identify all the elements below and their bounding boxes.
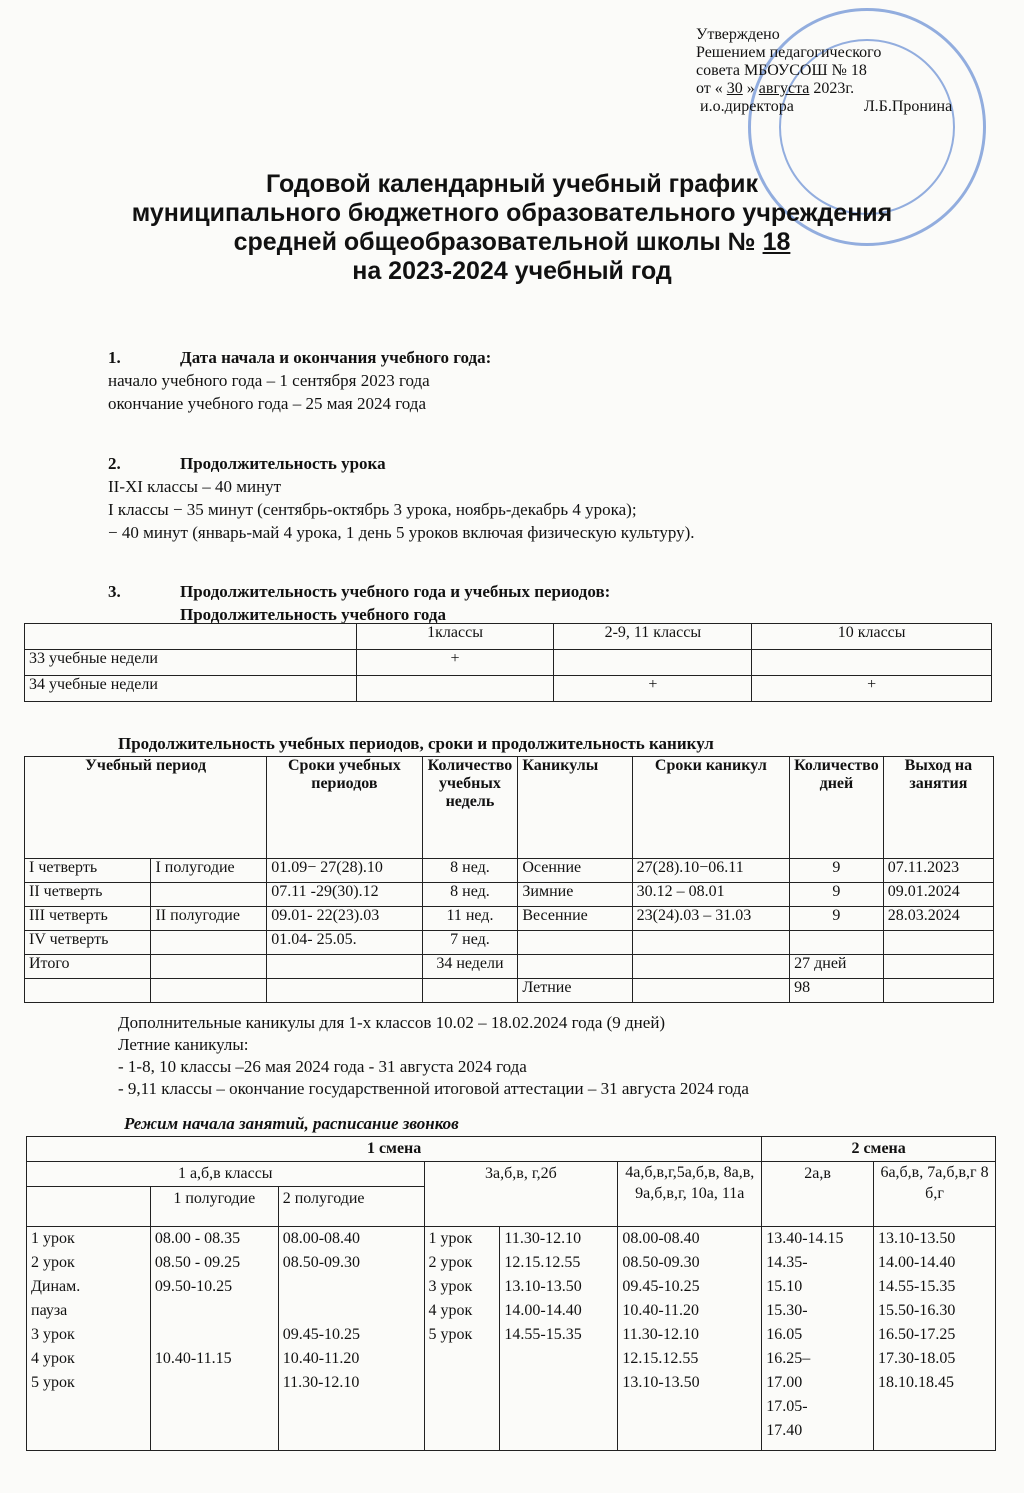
text-year_table-rows-1-0: 34 учебные недели <box>25 676 357 702</box>
text-s1-l1: начало учебного года – 1 сентября 2023 года <box>108 371 430 390</box>
text-periods-rows-4-6: 27 дней <box>790 955 884 979</box>
table-row <box>25 676 992 702</box>
text-bells-g4: 2а,в <box>762 1162 874 1227</box>
text-bells-h2-4: 09.45-10.25 <box>282 1326 361 1343</box>
text-bells-t5-5: 16.25– <box>766 1350 811 1367</box>
text-title-l2: муниципального бюджетного образовательного учреждения <box>131 199 893 227</box>
text-periods-h_days: Количество дней <box>790 757 884 859</box>
text-year_table-rows-1-2: + <box>554 676 752 702</box>
table-cell <box>27 1227 151 1451</box>
table-cell <box>762 1227 874 1451</box>
text-periods-rows-5-2 <box>267 979 422 1003</box>
text-bells-g5: 6а,б,в, 7а,б,в,г 8 б,г <box>874 1162 996 1227</box>
text-bells-g3: 4а,б,в,г,5а,б,в, 8а,в, 9а,б,в,г, 10а, 11а <box>618 1162 762 1227</box>
table-row <box>25 955 994 979</box>
text-title-l3_num: 18 <box>762 228 791 256</box>
text-bells-lessons1-0: 1 урок <box>31 1230 75 1247</box>
text-bells-lessons1-4: 3 урок <box>31 1326 75 1343</box>
text-bells-lessons3-4: 5 урок <box>428 1326 473 1343</box>
table-row <box>27 1137 996 1162</box>
text-bells-lessons3-3: 4 урок <box>428 1302 473 1319</box>
text-bells-h1-1: 08.50 - 09.25 <box>154 1254 241 1271</box>
text-title-l1: Годовой календарный учебный график <box>266 170 758 198</box>
text-bells-t5-3: 15.30- <box>766 1302 808 1319</box>
text-bells-t5-4: 16.05 <box>766 1326 803 1343</box>
text-bells-h2-1: 08.50-09.30 <box>282 1254 361 1271</box>
text-year_table-rows-0-1: + <box>356 650 554 676</box>
text-bells-t6-0: 13.10-13.50 <box>878 1230 956 1247</box>
text-title-l3_pre: средней общеобразовательной школы № <box>233 228 763 256</box>
text-bells-t3-2: 13.10-13.50 <box>504 1278 582 1295</box>
text-year_table-headers-0 <box>25 624 357 650</box>
table-row <box>25 859 994 883</box>
text-s1-num: 1. <box>108 348 121 367</box>
text-bells-shift1: 1 смена <box>27 1137 762 1162</box>
text-periods-rows-4-3: 34 недели <box>422 955 518 979</box>
table-cell <box>278 1227 424 1451</box>
text-periods-rows-4-5 <box>632 955 790 979</box>
text-periods-rows-2-2: 09.01- 22(23).03 <box>267 907 422 931</box>
table-row <box>25 757 994 859</box>
text-periods-rows-1-6: 9 <box>790 883 884 907</box>
approval-line-2: Решением педагогического <box>696 44 882 61</box>
text-bells-lessons1-3: пауза <box>31 1302 68 1319</box>
table-row <box>27 1162 996 1187</box>
text-periods-rows-2-5: 23(24).03 – 31.03 <box>632 907 790 931</box>
text-periods-rows-3-6 <box>790 931 884 955</box>
text-bells-h2-5: 10.40-11.20 <box>282 1350 360 1367</box>
text-bells-h1-0: 08.00 - 08.35 <box>154 1230 241 1247</box>
text-s3-num: 3. <box>108 582 121 601</box>
approval-line-5 <box>700 98 952 116</box>
text-s2-l3: − 40 минут (январь-май 4 урока, 1 день 5 уроков включая физическую культуру). <box>108 523 695 542</box>
text-periods-rows-3-7 <box>883 931 993 955</box>
text-periods-rows-3-3: 7 нед. <box>422 931 518 955</box>
text-approval-l4_day: 30 <box>726 80 743 97</box>
text-bells-t4-1: 08.50-09.30 <box>622 1254 700 1271</box>
table-row <box>25 624 992 650</box>
table-row <box>25 979 994 1003</box>
text-periods-rows-1-7: 09.01.2024 <box>883 883 993 907</box>
text-year_table-rows-0-0: 33 учебные недели <box>25 650 357 676</box>
text-periods-rows-4-7 <box>883 955 993 979</box>
text-bells-lessons3-1: 2 урок <box>428 1254 473 1271</box>
text-notes-l2: Летние каникулы: <box>118 1035 249 1054</box>
text-s2-head: Продолжительность урока <box>180 454 386 473</box>
text-bells-t5-8: 17.40 <box>766 1422 803 1439</box>
text-s1-head: Дата начала и окончания учебного года: <box>180 348 492 367</box>
table-cell <box>150 1227 278 1451</box>
text-periods-rows-3-4 <box>518 931 632 955</box>
text-bells-lessons3-0: 1 урок <box>428 1230 473 1247</box>
text-year_table-rows-0-2 <box>554 650 752 676</box>
text-periods-rows-4-2 <box>267 955 422 979</box>
table-cell <box>424 1227 500 1451</box>
text-periods-rows-1-2: 07.11 -29(30).12 <box>267 883 422 907</box>
text-periods-rows-2-7: 28.03.2024 <box>883 907 993 931</box>
text-bells-t5-0: 13.40-14.15 <box>766 1230 844 1247</box>
text-periods-rows-1-1 <box>151 883 267 907</box>
periods-table <box>24 756 994 1003</box>
text-periods-rows-3-2: 01.04- 25.05. <box>267 931 422 955</box>
table-cell <box>27 1187 151 1227</box>
text-bells-t5-6: 17.00 <box>766 1374 803 1391</box>
text-periods-rows-0-0: I четверть <box>25 859 151 883</box>
text-periods-rows-0-7: 07.11.2023 <box>883 859 993 883</box>
text-s3-sub: Продолжительность учебного года <box>180 605 446 624</box>
text-bells-t5-2: 15.10 <box>766 1278 803 1295</box>
section-3 <box>108 580 610 626</box>
text-periods-h_weeks: Количество учебных недель <box>422 757 518 859</box>
text-periods-rows-5-3 <box>422 979 518 1003</box>
text-bells-lessons1-5: 4 урок <box>31 1350 75 1367</box>
text-periods-rows-3-1 <box>151 931 267 955</box>
text-bells-g2: 3а,б,в, г,2б <box>424 1162 618 1227</box>
text-year_table-rows-1-3: + <box>752 676 992 702</box>
text-periods-rows-2-1: II полугодие <box>151 907 267 931</box>
bells-title: Режим начала занятий, расписание звонков <box>124 1114 459 1133</box>
table-row <box>25 650 992 676</box>
text-bells-t3-0: 11.30-12.10 <box>504 1230 582 1247</box>
text-year_table-rows-1-1 <box>356 676 554 702</box>
table-cell <box>500 1227 618 1451</box>
text-s1-l2: окончание учебного года – 25 мая 2024 года <box>108 394 426 413</box>
text-bells-t4-6: 13.10-13.50 <box>622 1374 700 1391</box>
text-periods-h_period: Учебный период <box>25 757 267 859</box>
table-cell <box>874 1227 996 1451</box>
text-periods-h_hol_terms: Сроки каникул <box>632 757 790 859</box>
text-periods-h_terms: Сроки учебных периодов <box>267 757 422 859</box>
approval-line-3: совета МБОУСОШ № 18 <box>696 62 867 79</box>
text-approval-l5_name: Л.Б.Пронина <box>863 98 953 115</box>
text-periods-rows-2-0: III четверть <box>25 907 151 931</box>
table-row <box>25 883 994 907</box>
periods-title: Продолжительность учебных периодов, сроки и продолжительность каникул <box>118 734 714 753</box>
text-periods-rows-1-5: 30.12 – 08.01 <box>632 883 790 907</box>
approval-line-1: Утверждено <box>696 26 780 43</box>
text-bells-t4-0: 08.00-08.40 <box>622 1230 700 1247</box>
text-periods-rows-0-6: 9 <box>790 859 884 883</box>
text-bells-shift2: 2 смена <box>762 1137 996 1162</box>
text-periods-rows-5-4: Летние <box>518 979 632 1003</box>
text-s2-l1: II-XI классы – 40 минут <box>108 477 282 496</box>
text-approval-l4_mid: » <box>742 80 759 97</box>
table-row <box>25 931 994 955</box>
section-2 <box>108 452 695 544</box>
text-bells-t6-3: 15.50-16.30 <box>878 1302 956 1319</box>
text-bells-g1: 1 а,б,в классы <box>27 1162 425 1187</box>
text-periods-rows-1-0: II четверть <box>25 883 151 907</box>
text-periods-rows-1-3: 8 нед. <box>422 883 518 907</box>
text-s2-num: 2. <box>108 454 121 473</box>
text-periods-rows-0-2: 01.09− 27(28).10 <box>267 859 422 883</box>
text-bells-h2-0: 08.00-08.40 <box>282 1230 361 1247</box>
text-approval-l4_month: августа <box>758 80 810 97</box>
holiday-notes <box>118 1012 749 1100</box>
text-periods-rows-3-0: IV четверть <box>25 931 151 955</box>
text-year_table-headers-2: 2-9, 11 классы <box>554 624 752 650</box>
text-periods-rows-0-3: 8 нед. <box>422 859 518 883</box>
text-approval-l5_role: и.о.директора <box>700 98 794 115</box>
text-periods-h_return: Выход на занятия <box>883 757 993 859</box>
text-bells-t3-3: 14.00-14.40 <box>504 1302 582 1319</box>
section-1 <box>108 346 491 415</box>
text-notes-l3: - 1-8, 10 классы –26 мая 2024 года - 31 августа 2024 года <box>118 1057 527 1076</box>
text-periods-rows-4-1 <box>151 955 267 979</box>
text-periods-rows-0-4: Осенние <box>518 859 632 883</box>
text-periods-rows-1-4: Зимние <box>518 883 632 907</box>
text-periods-rows-0-1: I полугодие <box>151 859 267 883</box>
text-periods-rows-2-3: 11 нед. <box>422 907 518 931</box>
text-bells-lessons3-2: 3 урок <box>428 1278 473 1295</box>
text-periods-rows-4-4 <box>518 955 632 979</box>
text-year_table-rows-0-3 <box>752 650 992 676</box>
text-periods-rows-2-6: 9 <box>790 907 884 931</box>
text-periods-rows-3-5 <box>632 931 790 955</box>
text-bells-lessons1-1: 2 урок <box>31 1254 75 1271</box>
text-periods-rows-2-4: Весенние <box>518 907 632 931</box>
text-bells-t3-4: 14.55-15.35 <box>504 1326 582 1343</box>
text-bells-lessons1-2: Динам. <box>31 1278 81 1295</box>
text-bells-t6-5: 17.30-18.05 <box>878 1350 956 1367</box>
text-periods-rows-5-7 <box>883 979 993 1003</box>
text-periods-rows-0-5: 27(28).10−06.11 <box>632 859 790 883</box>
approval-block <box>696 26 952 116</box>
table-row <box>25 907 994 931</box>
text-periods-rows-5-6: 98 <box>790 979 884 1003</box>
text-periods-rows-5-0 <box>25 979 151 1003</box>
text-bells-t5-1: 14.35- <box>766 1254 808 1271</box>
text-approval-l4_pre: от « <box>696 80 727 97</box>
text-bells-t6-4: 16.50-17.25 <box>878 1326 956 1343</box>
text-notes-l4: - 9,11 классы – окончание государственной итоговой аттестации – 31 августа 2024 года <box>118 1079 749 1098</box>
text-title-l4: на 2023-2024 учебный год <box>352 257 672 285</box>
text-bells-t4-3: 10.40-11.20 <box>622 1302 700 1319</box>
text-bells-h1-5: 10.40-11.15 <box>154 1350 232 1367</box>
text-periods-rows-5-1 <box>151 979 267 1003</box>
text-bells-t4-5: 12.15.12.55 <box>622 1350 699 1367</box>
table-row <box>27 1227 996 1451</box>
text-approval-l4_year: 2023г. <box>809 80 855 97</box>
text-bells-t5-7: 17.05- <box>766 1398 808 1415</box>
text-bells-t3-1: 12.15.12.55 <box>504 1254 581 1271</box>
text-s2-l2: I классы − 35 минут (сентябрь-октябрь 3 урока, ноябрь-декабрь 4 урока); <box>108 500 637 519</box>
text-s3-head: Продолжительность учебного года и учебных периодов: <box>180 582 611 601</box>
text-bells-h2-6: 11.30-12.10 <box>282 1374 360 1391</box>
text-bells-half2: 2 полугодие <box>278 1187 424 1227</box>
text-bells-half1: 1 полугодие <box>150 1187 278 1227</box>
text-year_table-headers-1: 1классы <box>356 624 554 650</box>
document-title <box>0 170 1024 286</box>
text-bells-t4-4: 11.30-12.10 <box>622 1326 700 1343</box>
text-periods-rows-5-5 <box>632 979 790 1003</box>
table-cell <box>618 1227 762 1451</box>
text-periods-h_hol: Каникулы <box>518 757 632 859</box>
text-bells-h1-2: 09.50-10.25 <box>154 1278 233 1295</box>
text-bells-t6-1: 14.00-14.40 <box>878 1254 956 1271</box>
text-year_table-headers-3: 10 классы <box>752 624 992 650</box>
text-bells-lessons1-6: 5 урок <box>31 1374 75 1391</box>
text-notes-l1: Дополнительные каникулы для 1-х классов 10.02 – 18.02.2024 года (9 дней) <box>118 1013 666 1032</box>
text-bells-t6-6: 18.10.18.45 <box>878 1374 955 1391</box>
text-periods-rows-4-0: Итого <box>25 955 151 979</box>
text-bells-t6-2: 14.55-15.35 <box>878 1278 956 1295</box>
approval-line-4 <box>696 80 952 98</box>
text-bells-t4-2: 09.45-10.25 <box>622 1278 700 1295</box>
year-duration-table <box>24 623 992 702</box>
bell-schedule-table <box>26 1136 996 1451</box>
